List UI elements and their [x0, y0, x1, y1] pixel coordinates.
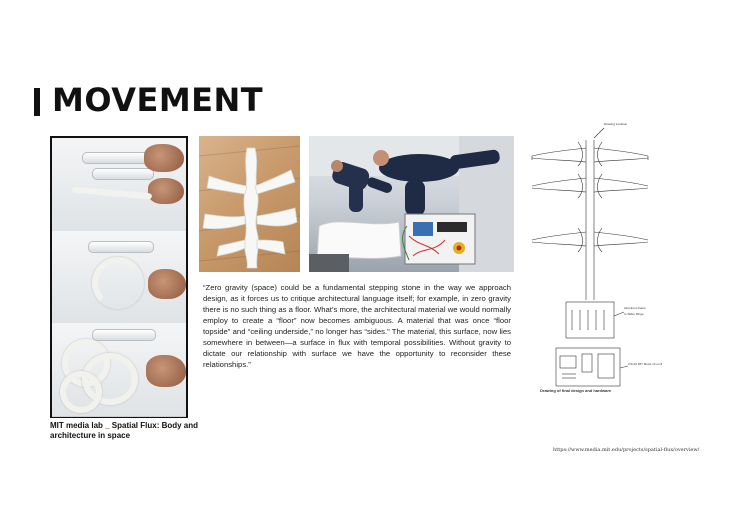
- zero-gravity-photo: [309, 136, 514, 272]
- zero-gravity-illustration: [309, 136, 514, 272]
- hand: [148, 178, 184, 204]
- hand: [144, 144, 184, 172]
- drawing-label-slider: to Slider Rings: [624, 312, 644, 316]
- tendril: [92, 257, 144, 309]
- source-link[interactable]: https://www.media.mit.edu/projects/spatial-flux/overview/: [553, 447, 700, 453]
- syringe: [88, 241, 154, 253]
- drawing-caption: Drawing of final design and hardware: [540, 388, 612, 393]
- tendril: [60, 371, 102, 413]
- drawing-label-top: Drawing Location: [604, 122, 628, 126]
- photo-panel-3: [52, 323, 186, 417]
- hands-syringe-photo: [50, 136, 188, 418]
- spatial-flux-drawing: [528, 120, 652, 402]
- hand: [146, 355, 186, 387]
- photo-panel-2: [52, 231, 186, 325]
- hand: [148, 269, 186, 299]
- syringe: [92, 329, 156, 341]
- extruded-strand: [72, 187, 152, 200]
- technical-drawing: [528, 120, 663, 402]
- title-accent-bar: [34, 88, 40, 116]
- photo-caption: MIT media lab _ Spatial Flux: Body and architecture in space: [50, 421, 199, 440]
- printed-form-photo: [199, 136, 300, 272]
- quote-text: “Zero gravity (space) could be a fundamental stepping stone in the way we approach design, as it forces us to critique architectural language itself; for example, in zero gravity there is no such thing as a floor. What’s more, the architectural material we would normally employ to create a “floor” now becomes ambiguous. A material that was once “floor topside” and “ceiling underside,” no longer has “sides.” The material, this surface, now lies somewhere in between—a surface in flux with temporal possibilities. Without gravity to dictate our relationship with surface we have the opportunity to reconsider these relationships.”: [203, 283, 511, 369]
- printed-form-illustration: [199, 136, 300, 272]
- page-title: MOVEMENT: [52, 81, 264, 119]
- photo-panel-1: [52, 138, 186, 232]
- drawing-label-frame: Aluminum frame: [624, 306, 646, 310]
- syringe: [92, 168, 154, 180]
- drawing-label-motor: 3.5x10 MIT Motor x3 on 8: [628, 362, 663, 366]
